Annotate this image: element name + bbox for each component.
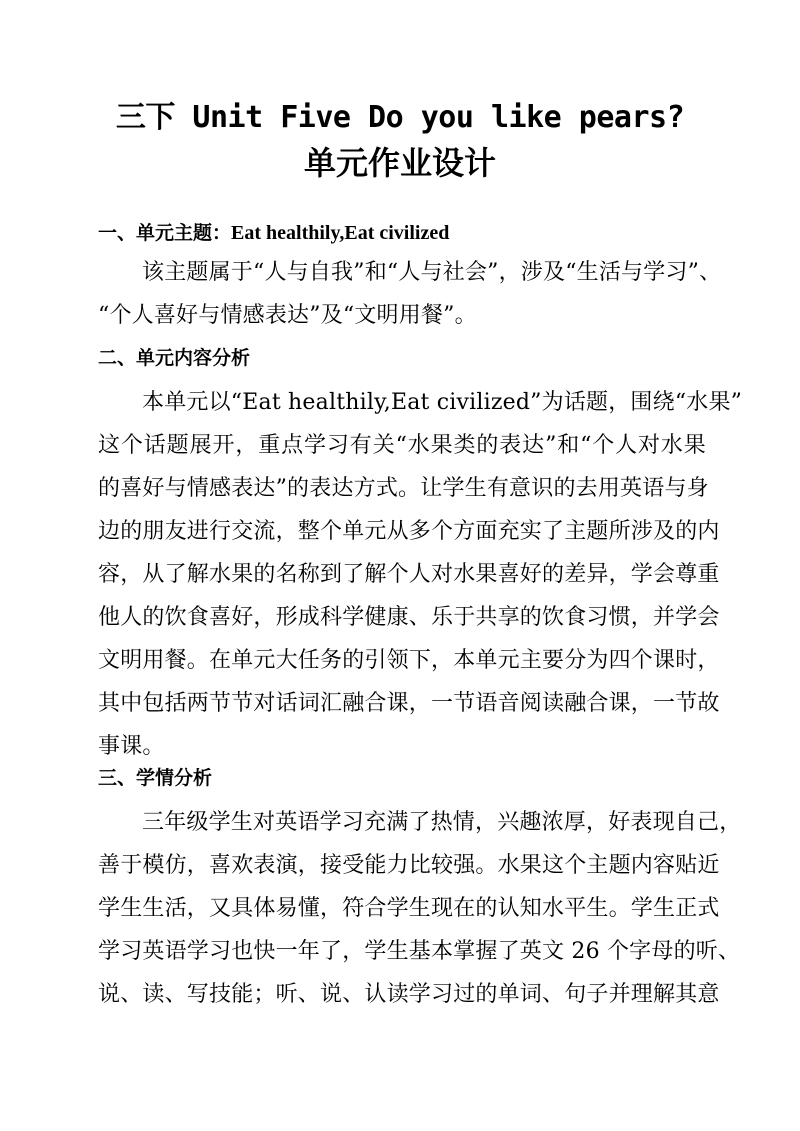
paragraph-line: 他人的饮食喜好，形成科学健康、乐于共享的饮食习惯，并学会 (98, 605, 720, 630)
section-heading-theme (98, 219, 449, 247)
paragraph-line: 学生生活，又具体易懂，符合学生现在的认知水平生。学生正式 (98, 896, 720, 921)
document-subtitle: 单元作业设计 (303, 144, 496, 182)
paragraph-line: 的喜好与情感表达”的表达方式。让学生有意识的去用英语与身 (98, 476, 709, 501)
section-paragraph-content-analysis (98, 381, 743, 768)
section-heading-prefix: 一、单元主题： (98, 222, 232, 244)
section-heading-content-analysis: 二、单元内容分析 (98, 347, 251, 369)
paragraph-line: “个人喜好与情感表达”及“文明用餐”。 (98, 303, 477, 328)
paragraph-line: 边的朋友进行交流，整个单元从多个方面充实了主题所涉及的内 (98, 519, 720, 544)
section-heading-english: Eat healthily,Eat civilized (231, 222, 450, 244)
paragraph-line: 学习英语学习也快一年了，学生基本掌握了英文 26 个字母的听、 (98, 939, 741, 964)
section-paragraph-theme (98, 251, 722, 337)
paragraph-line: 其中包括两节节对话词汇融合课，一节语音阅读融合课，一节故 (98, 691, 720, 716)
paragraph-line: 说、读、写技能；听、说、认读学习过的单词、句子并理解其意 (98, 982, 720, 1007)
paragraph-line: 三年级学生对英语学习充满了热情，兴趣浓厚，好表现自己， (142, 810, 742, 835)
section-paragraph-learner-analysis (98, 801, 742, 1016)
document-title: 三下 Unit Five Do you like pears? (115, 100, 685, 135)
section-heading-learner-analysis: 三、学情分析 (98, 767, 213, 789)
paragraph-line: 本单元以“Eat healthily,Eat civilized”为话题，围绕“水果” (142, 390, 743, 415)
paragraph-line: 该主题属于“人与自我”和“人与社会”，涉及“生活与学习”、 (142, 260, 722, 285)
paragraph-line: 容，从了解水果的名称到了解个人对水果喜好的差异，学会尊重 (98, 562, 720, 587)
paragraph-line: 善于模仿，喜欢表演，接受能力比较强。水果这个主题内容贴近 (98, 853, 720, 878)
paragraph-line: 事课。 (98, 734, 165, 759)
paragraph-line: 文明用餐。在单元大任务的引领下，本单元主要分为四个课时， (98, 648, 720, 673)
paragraph-line: 这个话题展开，重点学习有关“水果类的表达”和“个人对水果 (98, 433, 706, 458)
